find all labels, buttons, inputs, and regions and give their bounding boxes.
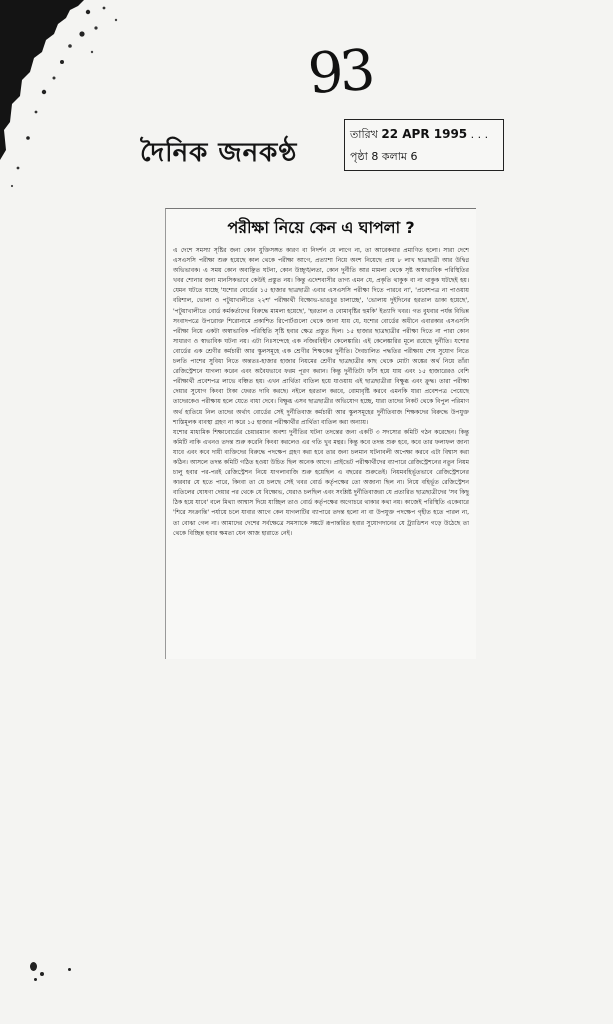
handwritten-page-number: 93 — [305, 37, 374, 108]
stamp-date-value: 22 APR 1995 — [381, 127, 468, 141]
scan-speck — [40, 972, 44, 976]
article-paragraph: এ দেশে সমস্যা সৃষ্টির জন্য কোন যুক্তিসঙ্গত কারণ বা নিদর্শন যে লাগে না, তা আরেকবার প্রমাণিত হলো। সারা দেশে এসএসসি পরীক্ষা শুরু হয়েছে কাল থেকে পরীক্ষা আগে, প্রত্যাশা নিয়ে অংশ নিয়েছে প্রায় ৮ লাখ ছাত্রছাত্রী আর উদ্বিগ্ন অভিভাবক। এ সময় কোন অবাঞ্ছিত ঘটনা, কোন উচ্ছৃঙ্খলতা, কোন দুর্নীতি আর মামলা থেকে সৃষ্ট অস্বাভাবিক পরিস্থিতির খবর শোনার জন্য মানসিকভাবে কেউই প্রস্তুত নয়। কিন্তু এদেশবাসীর তাগ্য এমন যে, প্রকৃতি থাকুক বা না থাকুক ঘটছেই হয়। যেমন ঘটতে যাচ্ছে 'যশোর বোর্ডের ১৫ হাজার ছাত্রছাত্রী এবার এসএসসি পরীক্ষা দিতে পারবে না', 'প্রবেশপত্র না পাওয়ায় বরিশাল, ভোলা ও পটুয়াখালীতে ২২শ' পরীক্ষার্থী বিক্ষোভ-ভাঙচুর চালাচ্ছে', 'ভোলায় দুইদিনের হরতাল ডাকা হয়েছে', 'পটুয়াখালীতে বোর্ড কর্মকর্তাদের বিরুদ্ধে মামলা হয়েছে', 'হরতাল ও বোমাবৃষ্টির হুমকি' ইত্যাদি খবর। গত বুধবার পর্যন্ত বিভিন্ন সংবাদপত্রে উপরোক্ত শিরোনামে প্রকাশিত রিপোর্টগুলো থেকে জানা যায় যে, যশোর বোর্ডের অধীনে এবারকার এসএসসি পরীক্ষা নিয়ে একটা অস্বাভাবিক পরিস্থিতি সৃষ্টি হবার ক্ষেত্র প্রস্তুত ছিল। ১৫ হাজার ছাত্রছাত্রীর পরীক্ষা দিতে না পারা কোন সাধারণ ও স্বাভাবিক ঘটনা নয়। এটা নিঃসন্দেহে এক নজিরবিহীন কেলেঙ্কারি। এই কেলেঙ্কারির মূলে রয়েছে দুর্নীতি। যশোর বোর্ডের এক শ্রেণীর কর্মচারী আর স্কুলসমূহে এক শ্রেণীর শিক্ষকের দুর্নীতি। দৈবচালিত পদ্ধতির পরীক্ষায় শেষ সুযোগ নিতে চলতি পাশের সুবিধা নিতে অন্ততঃ-হাজার হাজার নিয়মের শ্রেণীর ছাত্রছাত্রীর কাছ থেকে মোটা অঙ্কের অর্থ নিয়ে তাঁরা রেজিস্ট্রেশনে যাগলা করেন এবং অবৈধভাবে ফরম পূরণ করান। কিন্তু দুর্নীতিটা ফাঁস হয়ে যায় এবং ১৫ হাজারেরও বেশি পরীক্ষার্থী প্রবেশপত্র লাভে বঞ্চিত হয়। এখন প্রার্থিতা বাতিল হয়ে যাওয়ায় এই ছাত্রছাত্রীরা বিক্ষুব্ধ এবং ক্রুদ্ধ। তারা পরীক্ষা দেয়ার সুযোগ কিংবা টাকা ফেরত দাবি করছে। নইলে হরতাল করবে, বোমাবৃষ্টি করবে এমনকি যারা প্রবেশপত্র পেয়েছে তাদেরকেও পরীক্ষায় হলে যেতে বাধা দেবে। বিক্ষুব্ধ এসব ছাত্রছাত্রীর অভিযোগ হচ্ছে, যারা তাদের নিকট থেকে বিপুল পরিমাণ অর্থ হাতিয়ে নিল তাদের অর্থাৎ বোর্ডের সেই দুর্নীতিবাজ কর্মচারী আর স্কুলসমূহের দুর্নীতিবাজ শিক্ষকদের বিরুদ্ধে উপযুক্ত শাস্তিমূলক ব্যবস্থা গ্রহণ না করে ১৫ হাজার পরীক্ষার্থীর প্রার্থিতা বাতিল করা অন্যায়। — [173, 247, 469, 426]
article-paragraph: যশোর মাধ্যমিক শিক্ষাবোর্ডের চেয়ারম্যান অবশ্য দুর্নীতির ঘটনা তদন্তের জন্য একটি ৩ সদস্যের কমিটি গঠন করেছেন। কিন্তু কমিটি নাকি এখনও তদন্ত শুরু করেনি কিংবা করলেও এর গতি খুব মন্থর। কিন্তু কবে তদন্ত শুরু হবে, কবে তার ফলাফল জানা যাবে এবং কবে দায়ী ব্যক্তিদের বিরুদ্ধে পদক্ষেপ গ্রহণ করা হবে তার জন্য চলমান ঘটনাবলী অপেক্ষা করবে এটা বিশ্বাস করা কঠিন। আসলে তদন্ত কমিটি গঠিত হওয়া উচিত ছিল অনেক আগে। প্রাইভেট পরীক্ষার্থীদের ব্যাপারে রেজিস্ট্রেশনের নতুন নিয়ম চালু হবার পর-পরই রেজিস্ট্রেশন নিয়ে যাগলাবাজি শুরু হয়েছিল এ বছরের শুরুতেই। নিয়মবহির্ভূতভাবে রেজিস্ট্রেশনের কারবার যে হতে পারে, কিংবা তা যে চলছে সেই খবর বোর্ড কর্তৃপক্ষের তো অজানা ছিল না। নিয়ে বহির্ভূত রেজিস্ট্রেশন বাতিলের ঘোষণা দেয়ার পর থেকে যে বিক্ষোভ, ঘেরাও চলছিল এবং সংশ্লিষ্ট দুর্নীতিবাজরা যে প্রতারিত ছাত্রছাত্রীদের 'সব কিছু ঠিক হয়ে যাবে' বলে মিথ্যা আশ্বাস দিয়ে যাচ্ছিল তাও বোর্ড কর্তৃপক্ষের অগোচরে থাকার কথা নয়। কাজেই পরিস্থিতি একেবারে 'শিরে সংক্রান্তি' পর্যায়ে চলে যাবার আগে কেন যাগলাটির ব্যাপারে তদন্ত হলো না বা উপযুক্ত পদক্ষেপ গৃহীত হতে পারল না, তা বোঝা গেল না। আমাদের দেশের সর্বক্ষেত্রে সমস্যাকে সঙ্কটে রূপান্তরিত হবার সুযোগদানের যে ট্র্যাডিশন গড়ে উঠেছে তা থেকে বিচ্ছিন্ন হবার ক্ষমতা যেন আজ হারাতে নেই। — [173, 428, 469, 537]
scan-speck — [68, 968, 71, 971]
newspaper-masthead: দৈনিক জনকণ্ঠ — [140, 138, 298, 168]
stamp-column-value: 6 — [410, 150, 418, 163]
stamp-date-label: তারিখ — [350, 128, 378, 141]
stamp-dots: . . . — [470, 128, 489, 141]
article-body — [173, 246, 469, 539]
scan-speck — [30, 962, 37, 971]
stamp-page-label: পৃষ্ঠা — [350, 150, 368, 163]
stamp-page-value: 8 — [371, 150, 379, 163]
archive-stamp — [344, 119, 504, 171]
stamp-page-row — [350, 148, 418, 167]
scan-speck — [34, 978, 37, 981]
torn-corner-decoration — [0, 0, 140, 200]
news-clipping — [165, 208, 476, 659]
stamp-date-row — [350, 126, 488, 145]
stamp-column-label: কলাম — [381, 150, 408, 163]
article-headline: পরীক্ষা নিয়ে কেন এ ঘাপলা ? — [227, 218, 415, 237]
